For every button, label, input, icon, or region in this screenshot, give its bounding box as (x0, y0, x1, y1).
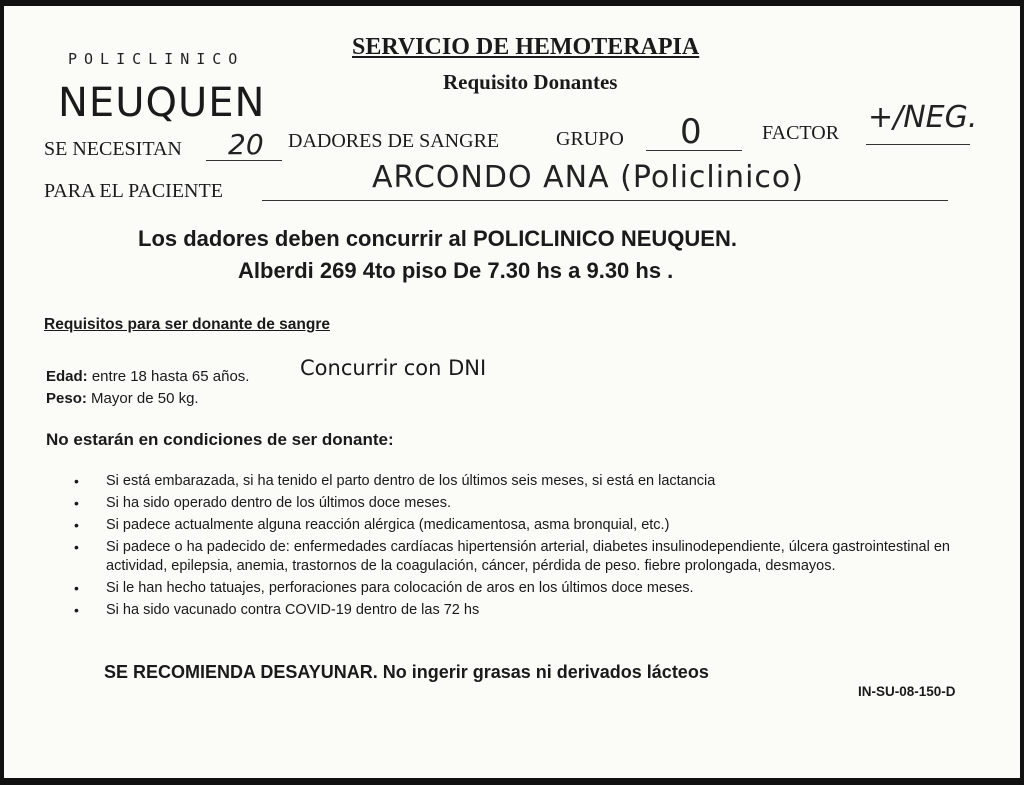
dadores-label: DADORES DE SANGRE (288, 130, 500, 152)
paciente-field: ARCONDO ANA (Policlinico) (372, 160, 804, 195)
list-item: • Si le han hecho tatuajes, perforaciones para colocación de aros en los últimos doce meses. (74, 579, 974, 598)
list-item: • Si ha sido vacunado contra COVID-19 dentro de las 72 hs (74, 601, 974, 620)
se-necesitan-label: SE NECESITAN (44, 138, 182, 160)
factor-line (866, 144, 970, 145)
logo-top-text: POLICLINICO (68, 50, 245, 68)
edad-value: entre 18 hasta 65 años. (91, 368, 250, 385)
lugar-line-1: Los dadores deben concurrir al POLICLINICO NEUQUEN. (138, 226, 737, 251)
edad-label: Edad: (46, 368, 88, 385)
no-condiciones-title: No estarán en condiciones de ser donante: (46, 430, 394, 449)
requisitos-title: Requisitos para ser donante de sangre (44, 316, 330, 333)
logo-main-text: NEUQUEN (58, 80, 266, 126)
cantidad-field: 20 (228, 128, 264, 161)
edad-row (46, 368, 249, 385)
factor-field: +/NEG. (868, 100, 978, 135)
peso-label: Peso: (46, 390, 87, 407)
page-title: SERVICIO DE HEMOTERAPIA (352, 34, 700, 60)
no-condiciones-list (74, 472, 974, 623)
grupo-label: GRUPO (556, 128, 624, 150)
page-subtitle: Requisito Donantes (443, 70, 618, 94)
list-item: • Si está embarazada, si ha tenido el parto dentro de los últimos seis meses, si está en lactancia (74, 472, 974, 491)
recomendacion-text: SE RECOMIENDA DESAYUNAR. No ingerir grasas ni derivados lácteos (104, 662, 709, 682)
document-code: IN-SU-08-150-D (858, 684, 956, 699)
list-item: • Si padece actualmente alguna reacción alérgica (medicamentosa, asma bronquial, etc.) (74, 516, 974, 535)
peso-value: Mayor de 50 kg. (91, 390, 199, 407)
peso-row (46, 390, 199, 407)
paciente-line (262, 200, 948, 201)
lugar-line-2: Alberdi 269 4to piso De 7.30 hs a 9.30 hs . (238, 258, 674, 283)
factor-label: FACTOR (762, 122, 840, 144)
list-item: • Si padece o ha padecido de: enfermedades cardíacas hipertensión arterial, diabetes insulinodependiente, úlcera gastrointestinal en actividad, epilepsia, anemia, trastornos de la coagulación, cáncer, pérdida de peso. fiebre prolongada, desmayos. (74, 538, 976, 576)
list-item: • Si ha sido operado dentro de los últimos doce meses. (74, 494, 974, 513)
grupo-field: 0 (680, 112, 702, 152)
dni-note: Concurrir con DNI (300, 356, 487, 380)
paciente-label: PARA EL PACIENTE (44, 180, 223, 202)
